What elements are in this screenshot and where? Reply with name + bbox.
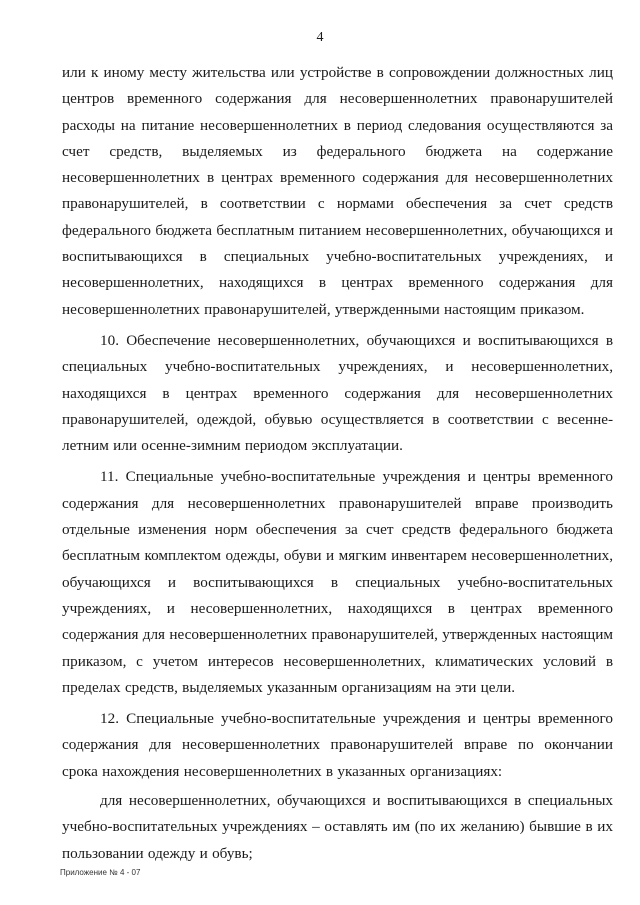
document-body [62,60,613,867]
paragraph-11: 11. Специальные учебно-воспитательные учреждения и центры временного содержания для несовершеннолетних правонарушителей вправе производить отдельные изменения норм обеспечения за счет средств федерального бюджета бесплатным комплектом одежды, обуви и мягким инвентарем несовершеннолетних, обучающихся и воспитывающихся в специальных учебно-воспитательных учреждениях, и несовершеннолетних, находящихся в центрах временного содержания для несовершеннолетних правонарушителей, утвержденных настоящим приказом, с учетом интересов несовершеннолетних, климатических условий в пределах средств, выделяемых указанным организациям на эти цели. [62,468,613,696]
page-number: 4 [316,30,324,45]
footer-label: Приложение № 4 - 07 [60,868,141,877]
paragraph-12: 12. Специальные учебно-воспитательные учреждения и центры временного содержания для несовершеннолетних правонарушителей вправе по окончании срока нахождения несовершеннолетних в указанных организациях: [62,710,613,780]
paragraph-12-item: для несовершеннолетних, обучающихся и воспитывающихся в специальных учебно-воспитательных учреждениях – оставлять им (по их желанию) бывшие в их пользовании одежду и обувь; [62,792,613,862]
paragraph-10: 10. Обеспечение несовершеннолетних, обучающихся и воспитывающихся в специальных учебно-воспитательных учреждениях, и несовершеннолетних, находящихся в центрах временного содержания для несовершеннолетних правонарушителей, одеждой, обувью осуществляется в соответствии с весенне-летним или осенне-зимним периодом эксплуатации. [62,331,613,455]
paragraph-continuation: или к иному месту жительства или устройстве в сопровождении должностных лиц центров временного содержания для несовершеннолетних правонарушителей расходы на питание несовершеннолетних в период следования осуществляются за счет средств, выделяемых из федерального бюджета на содержание несовершеннолетних в центрах временного содержания для несовершеннолетних правонарушителей, в соответствии с нормами обеспечения за счет средств федерального бюджета бесплатным питанием несовершеннолетних, обучающихся и воспитывающихся в специальных учебно-воспитательных учреждениях, и несовершеннолетних, находящихся в центрах временного содержания для несовершеннолетних правонарушителей, утвержденными настоящим приказом. [62,64,613,318]
